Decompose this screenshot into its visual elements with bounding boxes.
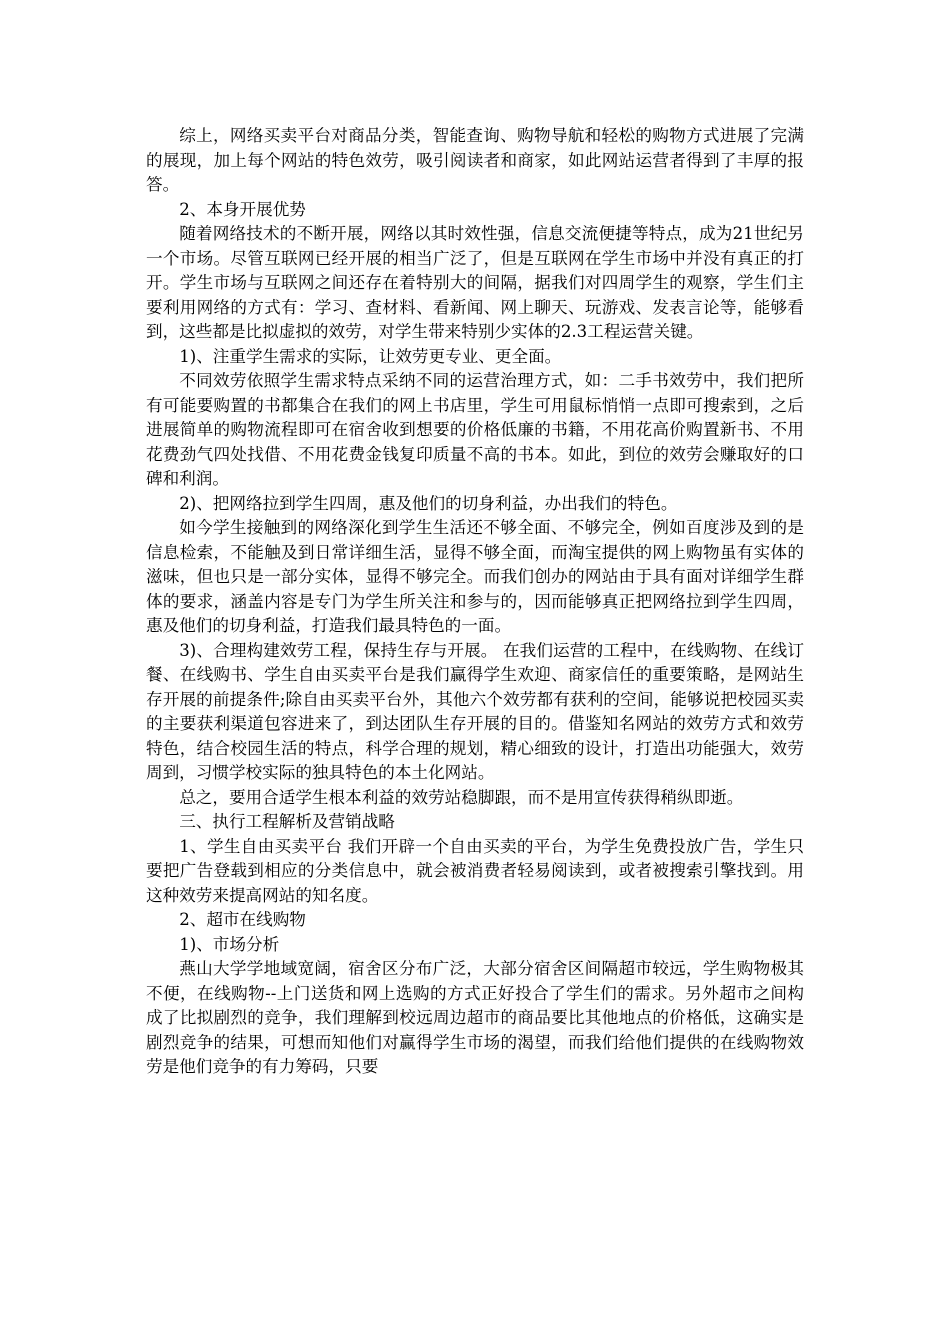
paragraph-service-projects: 3)、合理构建效劳工程，保持生存与开展。 在我们运营的工程中，在线购物、在线订餐、在线购书、学生自由买卖平台是我们赢得学生欢迎、商家信任的重要策略，是网站生存开展的前提条件;除自由买卖平台外，其他六个效劳都有获利的空间，能够说把校园买卖的主要获利渠道包容进来了，到达团队生存开展的目的。借鉴知名网站的效劳方式和效劳特色，结合校园生活的特点，科学合理的规划，精心细致的设计，打造出功能强大，效劳周到，习惯学校实际的独具特色的本土化网站。	[146, 640, 804, 782]
heading-self-advantage: 2、本身开展优势	[179, 199, 306, 219]
subheading-market-analysis: 1)、市场分析	[179, 934, 280, 954]
document-body	[146, 124, 804, 1080]
paragraph-trading-platform: 1、学生自由买卖平台 我们开辟一个自由买卖的平台，为学生免费投放广告，学生只要把广告登载到相应的分类信息中，就会被消费者轻易阅读到，或者被搜索引擎找到。用这种效劳来提高网站的知名度。	[146, 836, 804, 905]
paragraph-conclusion: 总之，要用合适学生根本利益的效劳站稳脚跟，而不是用宣传获得稍纵即逝。	[179, 787, 744, 807]
subheading-network-around-students: 2)、把网络拉到学生四周，惠及他们的切身利益，办出我们的特色。	[179, 493, 678, 513]
paragraph-network-depth: 如今学生接触到的网络深化到学生生活还不够全面、不够完全，例如百度涉及到的是信息检索，不能触及到日常详细生活，显得不够全面，而淘宝提供的网上购物虽有实体的滋味，但也只是一部分实体，显得不够完全。而我们创办的网站由于具有面对详细学生群体的要求，涵盖内容是专门为学生所关注和参与的，因而能够真正把网络拉到学生四周，惠及他们的切身利益，打造我们最具特色的一面。	[146, 518, 804, 635]
heading-execution-strategy: 三、执行工程解析及营销战略	[179, 812, 395, 831]
paragraph-service-modes: 不同效劳依照学生需求特点采纳不同的运营治理方式，如：二手书效劳中，我们把所有可能要购置的书都集合在我们的网上书店里，学生可用鼠标悄悄一点即可搜索到，之后进展简单的购物流程即可在宿舍收到想要的价格低廉的书籍，不用花高价购置新书、不用花费劲气四处找借、不用花费金钱复印质量不高的书本。如此，到位的效劳会赚取好的口碑和利润。	[146, 371, 804, 488]
subheading-student-needs: 1)、注重学生需求的实际，让效劳更专业、更全面。	[179, 346, 562, 366]
paragraph-market-analysis: 燕山大学学地域宽阔，宿舍区分布广泛，大部分宿舍区间隔超市较远，学生购物极其不便，在线购物--上门送货和网上选购的方式正好投合了学生们的需求。另外超市之间构成了比拟剧烈的竞争，我们理解到校远周边超市的商品要比其他地点的价格低，这确实是剧烈竞争的结果，可想而知他们对赢得学生市场的渴望，而我们给他们提供的在线购物效劳是他们竞争的有力筹码，只要	[146, 959, 804, 1076]
paragraph-network-development: 随着网络技术的不断开展，网络以其时效性强，信息交流便捷等特点，成为21世纪另一个市场。尽管互联网已经开展的相当广泛了，但是互联网在学生市场中并没有真正的打开。学生市场与互联网之间还存在着特别大的间隔，据我们对四周学生的观察，学生们主要利用网络的方式有：学习、查材料、看新闻、网上聊天、玩游戏、发表言论等，能够看到，这些都是比拟虚拟的效劳，对学生带来特别少实体的2.3工程运营关键。	[146, 224, 804, 341]
paragraph-summary: 综上，网络买卖平台对商品分类，智能查询、购物导航和轻松的购物方式进展了完满的展现，加上每个网站的特色效劳，吸引阅读者和商家，如此网站运营者得到了丰厚的报答。	[146, 126, 804, 194]
heading-supermarket-online: 2、超市在线购物	[179, 910, 306, 929]
